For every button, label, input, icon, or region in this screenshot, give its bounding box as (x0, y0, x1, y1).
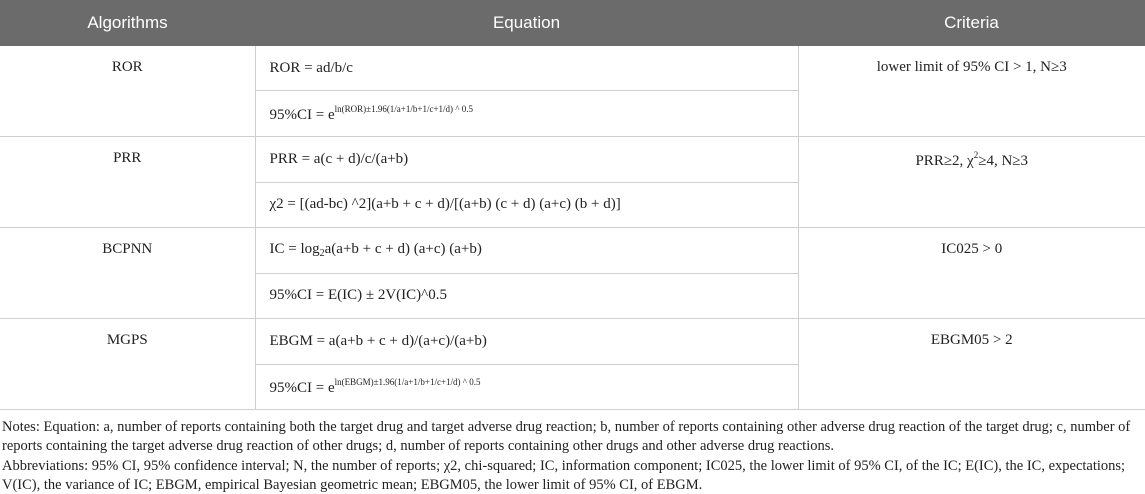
table-header-row (0, 0, 1145, 46)
header-equation: Equation (255, 0, 798, 46)
table-footnotes (0, 410, 1145, 494)
criteria-cell: IC025 > 0 (798, 228, 1145, 319)
algorithm-cell: MGPS (0, 319, 255, 410)
algorithm-cell: ROR (0, 46, 255, 137)
equation-exponent: ln(ROR)±1.96(1/a+1/b+1/c+1/d) ^ 0.5 (334, 103, 473, 114)
table-row (0, 137, 1145, 183)
criteria-cell: lower limit of 95% CI > 1, N≥3 (798, 46, 1145, 137)
algorithm-cell: PRR (0, 137, 255, 228)
criteria-superscript: 2 (973, 150, 979, 160)
criteria-cell: EBGM05 > 2 (798, 319, 1145, 410)
equation-text: IC = log (269, 241, 320, 258)
header-criteria: Criteria (798, 0, 1145, 46)
equation-text: 95%CI = e (269, 379, 335, 396)
equation-cell: PRR = a(c + d)/c/(a+b) (255, 137, 798, 183)
criteria-text: ≥4, N≥3 (978, 153, 1029, 169)
equation-cell: 95%CI = E(IC) ± 2V(IC)^0.5 (255, 273, 798, 319)
equation-cell (255, 364, 798, 410)
table-row (0, 319, 1145, 365)
table-row (0, 46, 1145, 91)
equation-text: a(a+b + c + d) (a+c) (a+b) (324, 241, 482, 258)
criteria-text: PRR≥2, χ (915, 153, 974, 169)
equation-subscript: 2 (319, 248, 325, 260)
equation-cell: EBGM = a(a+b + c + d)/(a+c)/(a+b) (255, 319, 798, 365)
equation-text: 95%CI = e (269, 106, 335, 123)
table-row (0, 228, 1145, 274)
criteria-cell (798, 137, 1145, 228)
equation-cell: ROR = ad/b/c (255, 46, 798, 91)
equation-cell: χ2 = [(ad-bc) ^2](a+b + c + d)/[(a+b) (c + d) (a+c) (b + d)] (255, 182, 798, 228)
header-algorithms: Algorithms (0, 0, 255, 46)
abbreviations-paragraph: Abbreviations: 95% CI, 95% confidence interval; N, the number of reports; χ2, chi-squared; IC, information component; IC025, the lower limit of 95% CI, of the IC; E(IC), the IC, expectations; V(IC), the variance of IC; EBGM, empirical Bayesian geometric mean; EBGM05, the lower limit of 95% CI, of EBGM. (2, 458, 1126, 493)
algorithm-cell: BCPNN (0, 228, 255, 319)
equation-exponent: ln(EBGM)±1.96(1/a+1/b+1/c+1/d) ^ 0.5 (334, 376, 481, 387)
equation-cell (255, 228, 798, 274)
notes-paragraph: Notes: Equation: a, number of reports containing both the target drug and target adverse drug reaction; b, number of reports containing other adverse drug reaction of the target drug; c, number of reports containing the target adverse drug reaction of other drugs; d, number of reports containing other drugs and other adverse drug reactions. (2, 419, 1131, 454)
equation-cell (255, 91, 798, 137)
